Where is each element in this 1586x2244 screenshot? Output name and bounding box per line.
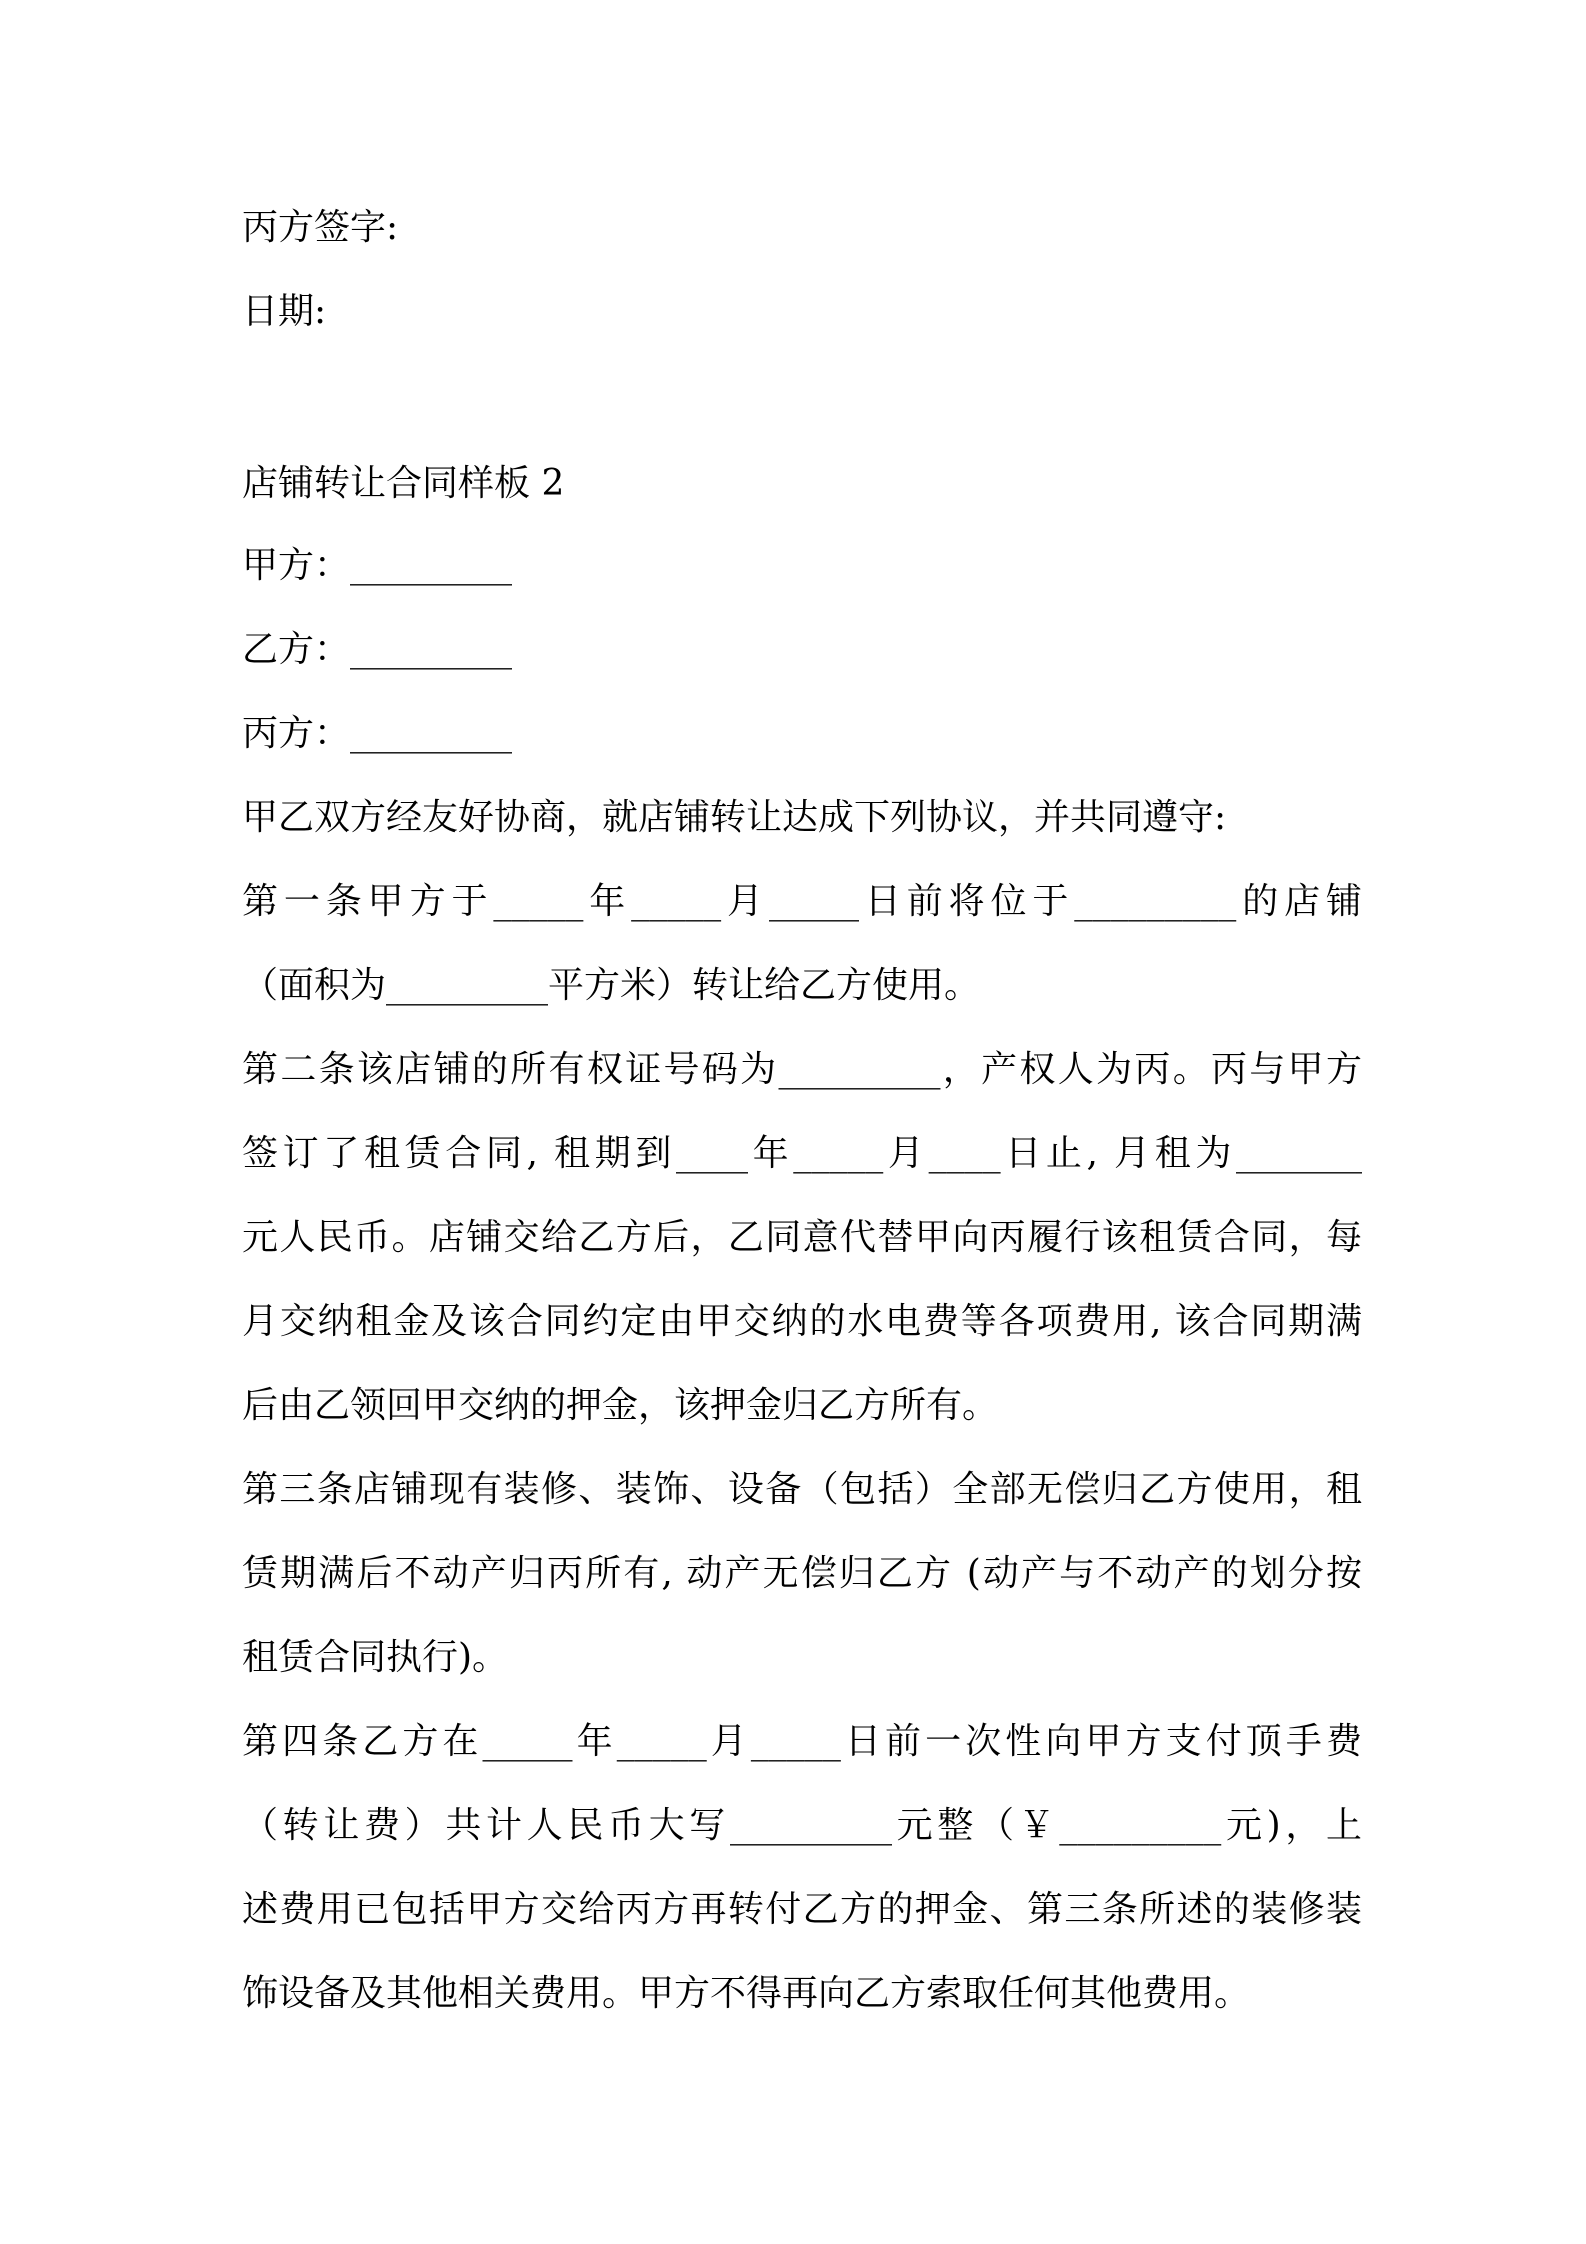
article-2-line-5: 后由乙领回甲交纳的押金，该押金归乙方所有。 xyxy=(242,1385,999,1426)
article-2-line-3: 元人民币。店铺交给乙方后，乙同意代替甲向丙履行该租赁合同，每 xyxy=(242,1217,1362,1258)
article-4-line-2: （转让费）共计人民币大写_________元整（￥_________元)，上 xyxy=(242,1805,1362,1846)
party-a-line: 甲方：_________ xyxy=(242,545,513,586)
article-4-line-3: 述费用已包括甲方交给丙方再转付乙方的押金、第三条所述的装修装 xyxy=(242,1889,1362,1930)
contract-title: 店铺转让合同样板 2 xyxy=(242,463,565,504)
article-3-line-3: 租赁合同执行)。 xyxy=(242,1637,509,1678)
party-c-line: 丙方：_________ xyxy=(242,713,513,754)
intro-paragraph: 甲乙双方经友好协商，就店铺转让达成下列协议，并共同遵守: xyxy=(242,797,1227,838)
article-2-line-4: 月交纳租金及该合同约定由甲交纳的水电费等各项费用, 该合同期满 xyxy=(242,1301,1362,1342)
article-3-line-2: 赁期满后不动产归丙所有, 动产无偿归乙方 (动产与不动产的划分按 xyxy=(242,1553,1362,1594)
article-2-line-2: 签订了租赁合同, 租期到____年_____月____日止, 月租为_______ xyxy=(242,1133,1362,1174)
article-3-line-1: 第三条店铺现有装修、装饰、设备（包括）全部无偿归乙方使用，租 xyxy=(242,1469,1362,1510)
date-label: 日期: xyxy=(242,291,327,332)
article-4-line-1: 第四条乙方在_____年_____月_____日前一次性向甲方支付顶手费 xyxy=(242,1721,1362,1762)
article-2-line-1: 第二条该店铺的所有权证号码为_________，产权人为丙。丙与甲方 xyxy=(242,1049,1362,1090)
article-4-line-4: 饰设备及其他相关费用。甲方不得再向乙方索取任何其他费用。 xyxy=(242,1973,1251,2014)
article-1-line-1: 第一条甲方于_____年_____月_____日前将位于_________的店铺 xyxy=(242,881,1362,922)
party-c-signature-label: 丙方签字: xyxy=(242,207,399,248)
article-1-line-2: （面积为_________平方米）转让给乙方使用。 xyxy=(242,965,981,1006)
party-b-line: 乙方：_________ xyxy=(242,629,513,670)
